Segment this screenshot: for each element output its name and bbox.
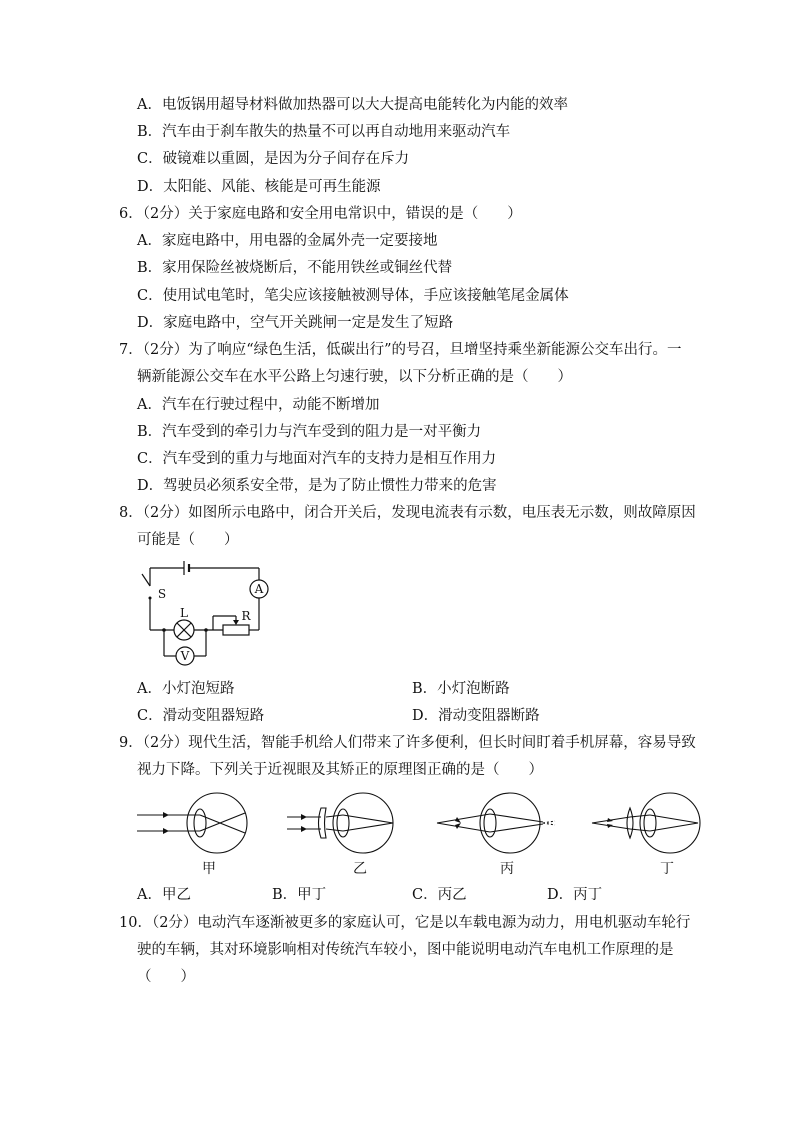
rheostat-label: R: [241, 609, 251, 623]
figure-label-jia: 甲: [202, 861, 216, 877]
eye-diagram-jia: [135, 788, 255, 858]
q10-stem-line3: （ ）: [137, 969, 195, 985]
q6-option-c: C．使用试电笔时，笔尖应该接触被测导体，手应该接触笔尾金属体: [137, 288, 569, 304]
q7-option-a: A．汽车在行驶过程中，动能不断增加: [137, 397, 380, 413]
q8-stem-line1: 8．（2分）如图所示电路中，闭合开关后，发现电流表有示数，电压表无示数，则故障原因: [119, 505, 696, 521]
figure-label-bing: 丙: [500, 861, 514, 877]
q9-stem-line1: 9．（2分）现代生活，智能手机给人们带来了许多便利，但长时间盯着手机屏幕，容易导致: [119, 735, 696, 751]
q7-option-b: B．汽车受到的牵引力与汽车受到的阻力是一对平衡力: [137, 424, 482, 440]
q9-option-b: B．甲丁: [272, 887, 327, 903]
q8-option-a: A．小灯泡短路: [137, 681, 235, 697]
q9-stem-line2: 视力下降。下列关于近视眼及其矫正的原理图正确的是（ ）: [137, 762, 543, 778]
q6-option-d: D．家庭电路中，空气开关跳闸一定是发生了短路: [137, 315, 454, 331]
q8-option-c: C．滑动变阻器短路: [137, 708, 265, 724]
q9-option-c: C．丙乙: [412, 887, 467, 903]
q5-option-c: C．破镜难以重圆，是因为分子间存在斥力: [137, 151, 410, 167]
switch-label: S: [157, 587, 167, 601]
q7-stem-line2: 辆新能源公交车在水平公路上匀速行驶，以下分析正确的是（ ）: [137, 369, 572, 385]
q10-stem-line2: 驶的车辆，其对环境影响相对传统汽车较小，图中能说明电动汽车电机工作原理的是: [137, 942, 674, 958]
eye-diagram-ding: [590, 788, 715, 858]
q5-option-b: B．汽车由于刹车散失的热量不可以再自动地用来驱动汽车: [137, 124, 511, 140]
q8-stem-line2: 可能是（ ）: [137, 532, 239, 548]
q7-option-d: D．驾驶员必须系安全带，是为了防止惯性力带来的危害: [137, 478, 497, 494]
q9-option-d: D．丙丁: [547, 887, 603, 903]
circuit-diagram: [138, 558, 278, 668]
q6-option-a: A．家庭电路中，用电器的金属外壳一定要接地: [137, 233, 438, 249]
q5-option-a: A．电饭锅用超导材料做加热器可以大大提高电能转化为内能的效率: [137, 97, 568, 113]
eye-diagram-bing: [435, 788, 560, 858]
figure-label-ding: 丁: [660, 861, 674, 877]
q5-option-d: D．太阳能、风能、核能是可再生能源: [137, 179, 381, 195]
q8-option-d: D．滑动变阻器断路: [412, 708, 540, 724]
voltmeter-label: V: [180, 649, 190, 663]
q6-stem: 6．（2分）关于家庭电路和安全用电常识中，错误的是（ ）: [119, 206, 522, 222]
figure-label-yi: 乙: [353, 861, 367, 877]
eye-diagram-yi: [285, 788, 405, 858]
lamp-label: L: [180, 606, 188, 620]
ammeter-label: A: [254, 582, 264, 596]
q8-option-b: B．小灯泡断路: [412, 681, 510, 697]
q7-option-c: C．汽车受到的重力与地面对汽车的支持力是相互作用力: [137, 451, 497, 467]
q9-option-a: A．甲乙: [137, 887, 191, 903]
q10-stem-line1: 10．（2分）电动汽车逐渐被更多的家庭认可，它是以车载电源为动力，用电机驱动车轮行: [119, 915, 691, 931]
q7-stem-line1: 7．（2分）为了响应“绿色生活，低碳出行”的号召，旦增坚持乘坐新能源公交车出行。一: [119, 342, 682, 358]
q6-option-b: B．家用保险丝被烧断后，不能用铁丝或铜丝代替: [137, 260, 453, 276]
